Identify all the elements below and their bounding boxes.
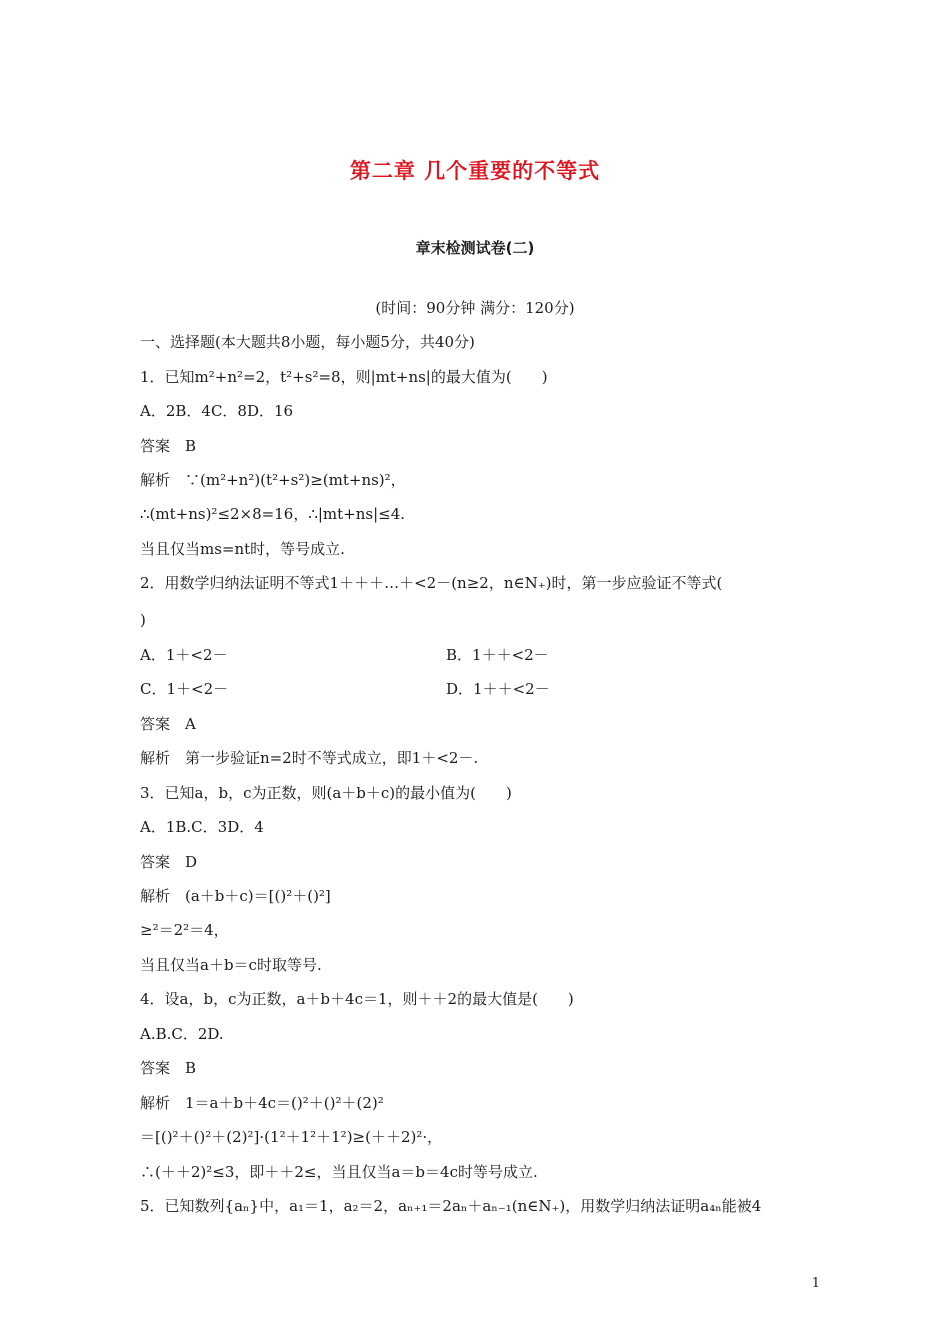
q1-answer: 答案 B	[140, 437, 197, 455]
q4-analysis-3: ∴(＋＋2)²≤3，即＋＋2≤，当且仅当a＝b＝4c时等号成立.	[140, 1163, 538, 1181]
q4-analysis-1: 解析 1＝a＋b＋4c＝()²＋()²＋(2)²	[140, 1094, 384, 1112]
page-number: 1	[811, 1276, 820, 1291]
q2-answer: 答案 A	[140, 715, 196, 733]
exam-subtitle: 章末检测试卷(二)	[415, 239, 535, 257]
q2-stem-1: 2．用数学归纳法证明不等式1＋＋＋…＋<2－(n≥2，n∈N₊)时，第一步应验证不等式(	[140, 574, 723, 592]
q1-analysis-1: 解析 ∵(m²+n²)(t²+s²)≥(mt+ns)²，	[140, 471, 406, 489]
q3-analysis-3: 当且仅当a＋b＝c时取等号.	[140, 956, 322, 974]
q3-answer: 答案 D	[140, 853, 198, 871]
q3-analysis-2: ≥²＝2²＝4，	[140, 921, 229, 939]
q2-option-d: D．1＋＋<2－	[446, 680, 550, 698]
q4-stem: 4．设a，b，c为正数，a＋b＋4c＝1，则＋＋2的最大值是( )	[140, 990, 574, 1008]
q3-stem: 3．已知a，b，c为正数，则(a＋b＋c)的最小值为( )	[140, 784, 512, 802]
q1-analysis-3: 当且仅当ms=nt时，等号成立.	[140, 540, 345, 558]
exam-info: (时间：90分钟 满分：120分)	[375, 299, 575, 317]
q2-analysis: 解析 第一步验证n=2时不等式成立，即1＋<2－.	[140, 749, 479, 767]
q1-options: A．2B．4C．8D．16	[140, 402, 294, 420]
q2-option-c: C．1＋<2－	[140, 680, 229, 698]
q4-answer: 答案 B	[140, 1059, 197, 1077]
q2-stem-2: )	[140, 611, 146, 629]
q1-stem: 1．已知m²+n²=2，t²+s²=8，则|mt+ns|的最大值为( )	[140, 368, 548, 386]
q4-analysis-2: ＝[()²＋()²＋(2)²]·(1²＋1²＋1²)≥(＋＋2)²·，	[140, 1128, 443, 1146]
q2-option-a: A．1＋<2－	[140, 646, 228, 664]
chapter-title: 第二章 几个重要的不等式	[349, 159, 601, 183]
q5-stem: 5．已知数列{aₙ}中，a₁＝1，a₂＝2，aₙ₊₁＝2aₙ＋aₙ₋₁(n∈N₊)，用数学归纳法证明a₄ₙ能被4	[140, 1197, 762, 1215]
q2-option-b: B．1＋＋<2－	[446, 646, 549, 664]
q1-analysis-2: ∴(mt+ns)²≤2×8=16，∴|mt+ns|≤4.	[140, 505, 406, 523]
q3-options: A．1B.C．3D．4	[140, 818, 264, 836]
q4-options: A.B.C．2D.	[140, 1025, 224, 1043]
q3-analysis-1: 解析 (a＋b＋c)＝[()²＋()²]	[140, 887, 331, 905]
section-heading: 一、选择题(本大题共8小题，每小题5分，共40分)	[140, 333, 475, 351]
